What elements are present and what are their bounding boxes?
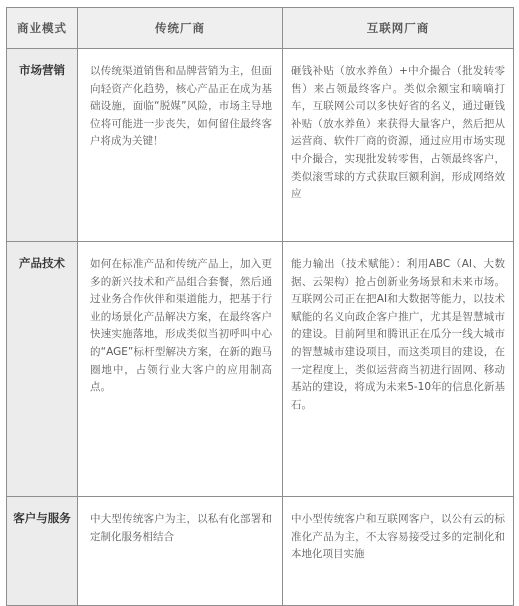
table-header-row [7,8,514,49]
cell-traditional-customer-service: 中大型传统客户为主，以私有化部署和定制化服务相结合 [78,497,283,606]
row-label-product-tech [7,242,78,497]
table-row-customer-service [7,497,514,606]
header-business-model: 商业模式 [7,8,78,49]
cell-traditional-product-tech: 如何在标准产品和传统产品上，加入更多的新兴技术和产品组合套餐，然后通过业务合作伙伴和渠道能力，把基于行业的场景化产品解决方案，在最终客户快速实施落地，形成类似当初呼叫中心的“AGE”标杆型解决方案，在新的跑马圈地中，占领行业大客户的应用制高点。 [78,242,283,497]
row-label-text: 市场营销 [19,63,65,77]
table-row-product-tech [7,242,514,497]
row-label-text: 客户与服务 [13,511,71,525]
header-internet-vendor: 互联网厂商 [283,8,514,49]
cell-internet-marketing: 砸钱补贴（放水养鱼）+中介撮合（批发转零售）来占领最终客户。类似余额宝和嘀嘀打车，互联网公司以多快好省的名义，通过砸钱补贴（放水养鱼）来获得大量客户，然后把从运营商、软件厂商的资源，通过应用市场实现中介撮合，实现批发转零售，占领最终客户，类似滚雪球的方式获取巨额利润，形成网络效应 [283,49,514,242]
comparison-table [6,7,514,606]
row-label-customer-service [7,497,78,606]
header-traditional-vendor: 传统厂商 [78,8,283,49]
cell-internet-product-tech: 能力输出（技术赋能）：利用ABC（AI、大数据、云架构）抢占创新业务场景和未来市场。互联网公司正在把AI和大数据等能力，以技术赋能的名义向政企客户推广，尤其是智慧城市的建设。目前阿里和腾讯正在瓜分一线大城市的智慧城市建设项目，而这类项目的建设，在一定程度上，类似运营商当初进行固网、移动基站的建设，将成为未来5-10年的信息化新基石。 [283,242,514,497]
cell-internet-customer-service: 中小型传统客户和互联网客户，以公有云的标准化产品为主，不太容易接受过多的定制化和本地化项目实施 [283,497,514,606]
cell-traditional-marketing: 以传统渠道销售和品牌营销为主，但面向轻资产化趋势，核心产品正在成为基础设施，面临“脱媒”风险，市场主导地位将可能进一步丧失，如何留住最终客户将成为关键！ [78,49,283,242]
table-row-marketing [7,49,514,242]
row-label-text: 产品技术 [19,256,65,270]
row-label-marketing [7,49,78,242]
